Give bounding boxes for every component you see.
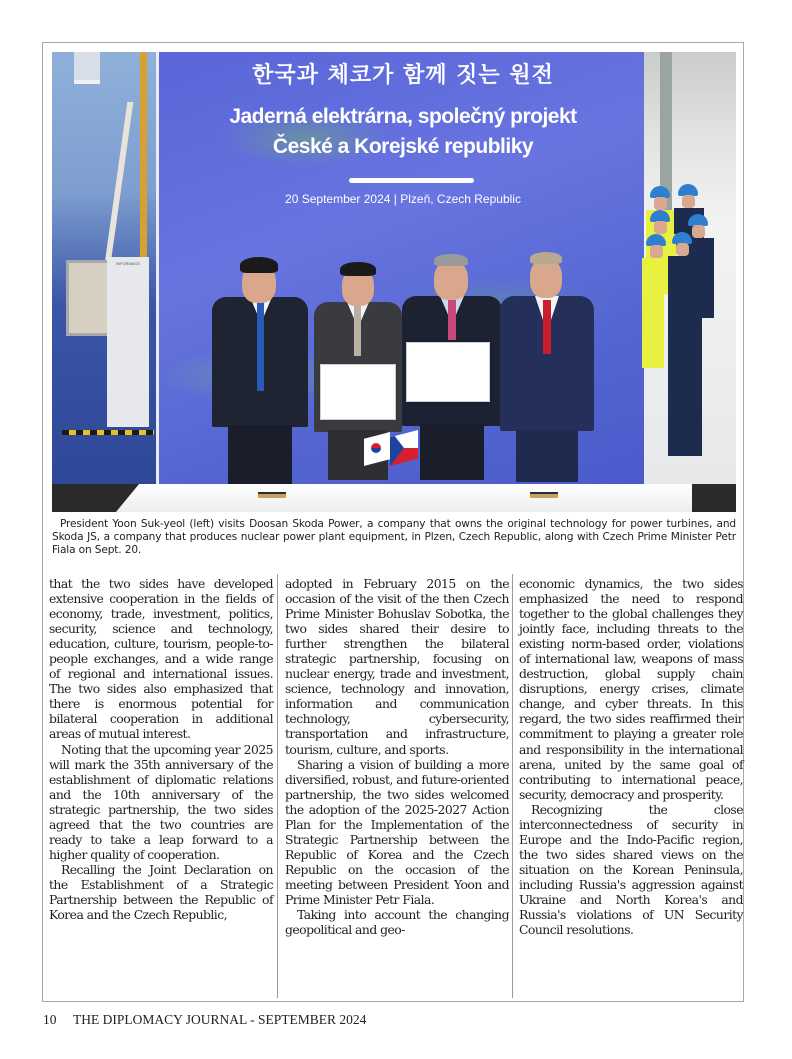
signed-document-left <box>320 364 396 420</box>
page-number: 10 <box>43 1012 57 1027</box>
column-divider <box>277 574 278 998</box>
signed-document-right <box>406 342 490 402</box>
paragraph: Recognizing the close interconnectedness of security in Europe and the Indo-Pacific region, the two sides shared views on the situation on the Korean Peninsula, including Russia's aggression against Ukraine and North Korea's and Russia's violations of UN Security Council resolutions. <box>519 801 743 938</box>
publication-name: THE DIPLOMACY JOURNAL - SEPTEMBER 2024 <box>73 1012 367 1027</box>
paragraph: economic dynamics, the two sides emphasized the need to respond together to the global challenges they jointly face, including threats to the existing norm-based order, violations of international law, weapons of mass destruction, global supply chain disruptions, energy crises, climate change, and cyber threats. In this regard, the two sides reaffirmed their commitment to playing a greater role and responsibility in the international arena, united by the same goal of contributing to international peace, security, democracy and prosperity. <box>519 576 743 802</box>
pen-icon <box>530 492 558 498</box>
article-column-2 <box>285 576 509 937</box>
page-footer <box>43 1012 366 1028</box>
article-column-3 <box>519 576 743 937</box>
screen-date-location: 20 September 2024 | Plzeň, Czech Republic <box>285 192 521 206</box>
paragraph: Recalling the Joint Declaration on the Establishment of a Strategic Partnership between the Republic of Korea and the Czech Republic, <box>49 861 273 923</box>
photo-window <box>74 52 100 84</box>
screen-czech-title-line2: České a Korejské republiky <box>272 135 534 158</box>
column-divider <box>512 574 513 998</box>
paragraph: adopted in February 2015 on the occasion of the visit of the then Czech Prime Minister Bohuslav Sobotka, the two sides shared their desire to further strengthen the bilateral strategic partnership, focusing on nuclear energy, trade and investment, science, technology and innovation, information and communication technology, cybersecurity, transportation and infrastructure, tourism, culture, and sports. <box>285 576 509 757</box>
screen-divider <box>349 178 474 183</box>
photo-caption: President Yoon Suk-yeol (left) visits Doosan Skoda Power, a company that owns the original technology for power turbines, and Skoda JS, a company that produces nuclear power plant equipment, in Plzen, Czech Republic, along with Czech Prime Minister Petr Fiala on Sept. 20. <box>52 518 736 556</box>
signing-table <box>116 484 692 512</box>
article-photo <box>52 52 736 512</box>
paragraph: Sharing a vision of building a more diversified, robust, and future-oriented partnership, the two sides welcomed the adoption of the 2025-2027 Action Plan for the Implementation of the Strategic Partnership between the Republic of Korea and the Czech Republic on the occasion of the meeting between President Yoon and Prime Minister Petr Fiala. <box>285 756 509 907</box>
photo-hazard-stripe <box>62 430 154 435</box>
photo-info-board <box>107 257 149 427</box>
paragraph: Taking into account the changing geopolitical and geo- <box>285 907 509 938</box>
paragraph: Noting that the upcoming year 2025 will mark the 35th anniversary of the establishment of diplomatic relations and the 10th anniversary of the strategic partnership, the two sides agreed that the two countries are ready to take a leap forward to a higher quality of cooperation. <box>49 741 273 862</box>
info-board-title: INFORMACE <box>116 261 140 266</box>
screen-korean-title: 한국과 체코가 함께 짓는 원전 <box>252 63 554 88</box>
article-column-1 <box>49 576 273 922</box>
screen-czech-title-line1: Jaderná elektrárna, společný projekt <box>229 105 577 128</box>
screen-czech-title <box>159 102 647 162</box>
paragraph: that the two sides have developed extensive cooperation in the fields of economy, trade, investment, politics, security, science and technology, education, culture, tourism, people-to-people exchanges, and a wide range of regional and international issues. The two sides also emphasized that there is enormous potential for bilateral cooperation in additional areas of mutual interest. <box>49 576 273 742</box>
pen-icon <box>258 492 286 498</box>
photo-notice-frame <box>66 260 112 336</box>
